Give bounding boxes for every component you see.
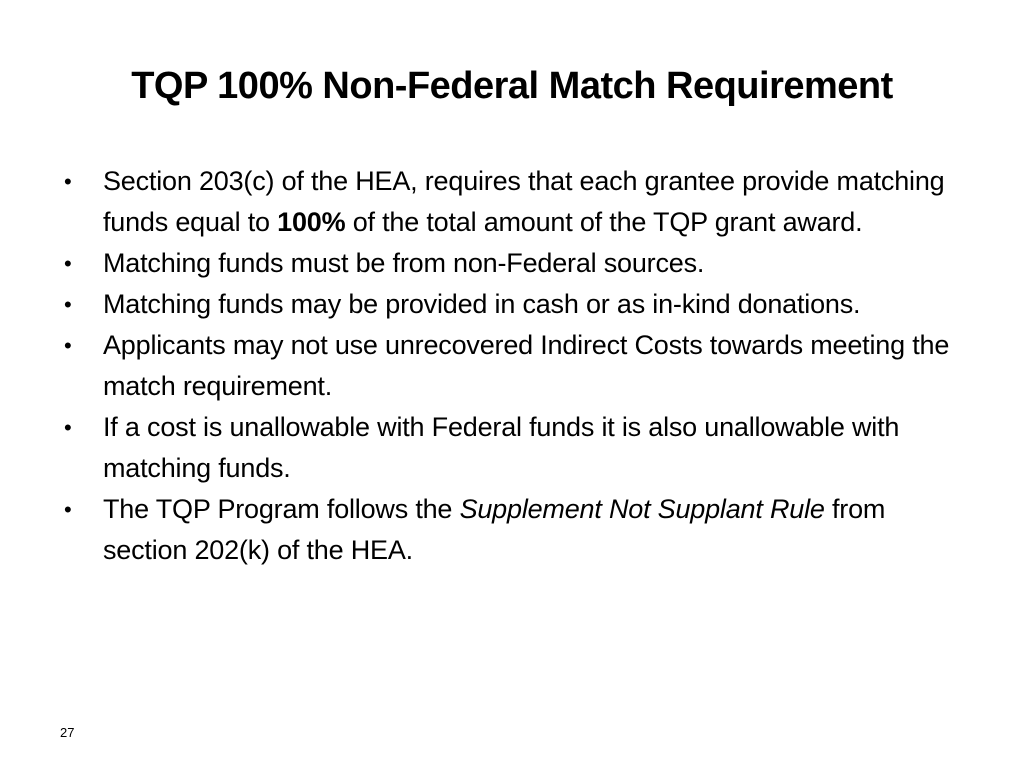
bullet-text: Matching funds must be from non-Federal sources. [103,248,705,278]
bullet-icon: • [64,497,72,522]
bullet-text-after: from section 202(k) of the HEA. [103,494,886,565]
bullet-icon: • [64,251,72,276]
slide-title: TQP 100% Non-Federal Match Requirement [131,65,893,107]
bullet-item-match-requirement [60,161,970,243]
bullet-text: If a cost is unallowable with Federal funds it is also unallowable with matching funds. [103,412,900,483]
bullet-icon: • [64,292,72,317]
bullet-text-after: of the total amount of the TQP grant award. [345,207,863,237]
bullet-icon: • [64,169,72,194]
bullet-item-indirect-costs [60,325,970,407]
bullet-text-before: The TQP Program follows the [103,494,460,524]
bullet-text: Applicants may not use unrecovered Indirect Costs towards meeting the match requirement. [103,330,950,401]
bullet-item-non-federal-sources [60,243,970,284]
bullet-text-emphasis: Supplement Not Supplant Rule [459,494,825,524]
bullet-item-supplement-rule [60,489,970,571]
bullet-text-before: Section 203(c) of the HEA, requires that each grantee provide matching funds equal to [103,166,945,237]
bullet-item-unallowable-costs [60,407,970,489]
bullet-text-emphasis: 100% [277,207,346,237]
bullet-icon: • [64,415,72,440]
page-number: 27 [60,725,75,740]
bullet-text: Matching funds may be provided in cash or as in-kind donations. [103,289,861,319]
bullet-icon: • [64,333,72,358]
bullet-list [60,161,970,571]
bullet-item-cash-or-in-kind [60,284,970,325]
